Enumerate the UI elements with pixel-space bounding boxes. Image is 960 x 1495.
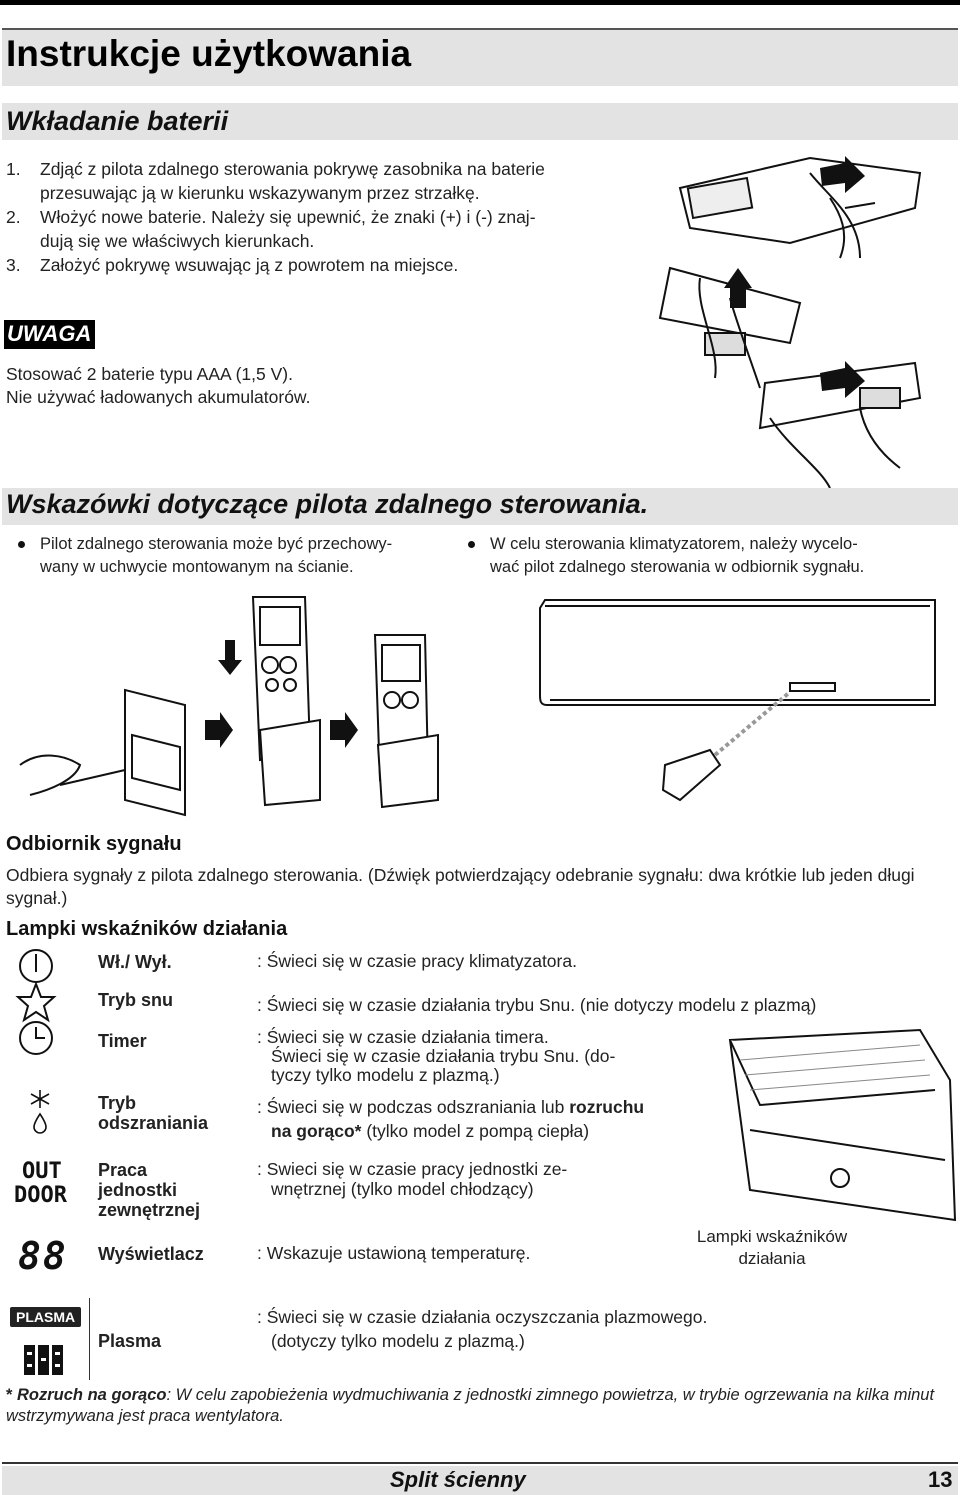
warning-label: UWAGA	[4, 320, 95, 349]
sleep-label: Tryb snu	[98, 990, 174, 1010]
sleep-star-icon	[16, 982, 56, 1022]
display-desc: : Wskazuje ustawioną temperaturę.	[257, 1243, 531, 1263]
step-1: 1. Zdjąć z pilota zdalnego sterowania pokrywę zasobnika na baterie przesuwając ją w kierunku wskazywanym przez strzałkę.	[6, 159, 545, 203]
aiming-remote-illustration	[535, 600, 955, 830]
outdoor-desc-2: wnętrznej (tylko model chłodzący)	[271, 1179, 534, 1199]
power-icon	[18, 948, 54, 984]
unit-caption: Lampki wskaźników działania	[696, 1227, 848, 1268]
timer-desc-3: tyczy tylko modelu z plazmą.)	[271, 1065, 500, 1085]
bullet-dot	[468, 541, 475, 548]
outdoor-label: Praca jednostki zewnętrznej	[98, 1160, 201, 1220]
defrost-label: Tryb odszraniania	[98, 1093, 209, 1133]
step-3: 3. Założyć pokrywę wsuwając ją z powrotem na miejsce.	[6, 255, 459, 275]
bullet-dot	[18, 541, 25, 548]
warning-line-2: Nie używać ładowanych akumulatorów.	[6, 387, 311, 407]
display-label: Wyświetlacz	[98, 1244, 204, 1264]
defrost-desc-2: na gorąco* (tylko model z pompą ciepła)	[271, 1121, 590, 1141]
indicator-unit-illustration	[690, 1020, 960, 1245]
tip-right: W celu sterowania klimatyzatorem, należy wycelo- wać pilot zdalnego sterowania w odbiornik sygnału.	[490, 533, 864, 579]
receiver-text: Odbiera sygnały z pilota zdalnego sterowania. (Dźwięk potwierdzający odebranie sygnału: dwa krótkie lub jeden długi sygnał.)	[6, 865, 915, 908]
plasma-label: Plasma	[98, 1331, 162, 1351]
defrost-icon	[26, 1088, 54, 1134]
step-2: 2. Włożyć nowe baterie. Należy się upewnić, że znaki (+) i (-) znaj- dują się we właściwych kierunkach.	[6, 207, 536, 251]
warning-line-1: Stosować 2 baterie typu AAA (1,5 V).	[6, 364, 293, 384]
page-title: Instrukcje użytkowania	[6, 33, 412, 74]
timer-label: Timer	[98, 1031, 147, 1051]
outdoor-icon: OUT DOOR	[14, 1159, 67, 1208]
bottom-rule	[2, 1462, 958, 1464]
display-digits-icon: 88	[18, 1234, 68, 1278]
plasma-desc-1: : Świeci się w czasie działania oczyszczania plazmowego.	[257, 1307, 708, 1327]
battery-insertion-illustration	[660, 148, 960, 488]
plasma-divider	[89, 1298, 90, 1380]
tips-section-title: Wskazówki dotyczące pilota zdalnego sterowania.	[6, 489, 649, 519]
top-rule	[0, 0, 960, 5]
indicators-title: Lampki wskaźników działania	[6, 918, 288, 940]
plasma-desc-2: (dotyczy tylko modelu z plazmą.)	[271, 1331, 525, 1351]
plasma-icon: PLASMA	[10, 1307, 81, 1327]
timer-desc-2: Świeci się w czasie działania trybu Snu. (do-	[271, 1046, 616, 1066]
power-desc: : Świeci się w czasie pracy klimatyzatora.	[257, 951, 577, 971]
timer-desc-1: : Świeci się w czasie działania timera.	[257, 1027, 549, 1047]
clock-icon	[18, 1020, 54, 1056]
outdoor-desc-1: : Swieci się w czasie pracy jednostki ze-	[257, 1159, 568, 1179]
footnote: * Rozruch na gorąco: W celu zapobieżenia wydmuchiwania z jednostki zimnego powietrza, w trybie ogrzewania na kilka minut wstrzymywana jest praca wentylatora.	[6, 1386, 935, 1425]
power-label: Wł./ Wył.	[98, 952, 172, 972]
remote-holder-illustration	[20, 585, 460, 830]
defrost-desc-1: : Świeci się w podczas odszraniania lub rozruchu	[257, 1097, 645, 1117]
plasma-grid-icon	[22, 1342, 66, 1378]
page-number: 13	[928, 1467, 953, 1492]
receiver-title: Odbiornik sygnału	[6, 833, 182, 855]
tip-left: Pilot zdalnego sterowania może być przechowy- wany w uchwycie montowanym na ścianie.	[40, 533, 392, 579]
battery-section-title: Wkładanie baterii	[6, 106, 229, 136]
footer-title: Split ścienny	[390, 1467, 526, 1492]
sleep-desc: : Świeci się w czasie działania trybu Snu. (nie dotyczy modelu z plazmą)	[257, 995, 817, 1015]
